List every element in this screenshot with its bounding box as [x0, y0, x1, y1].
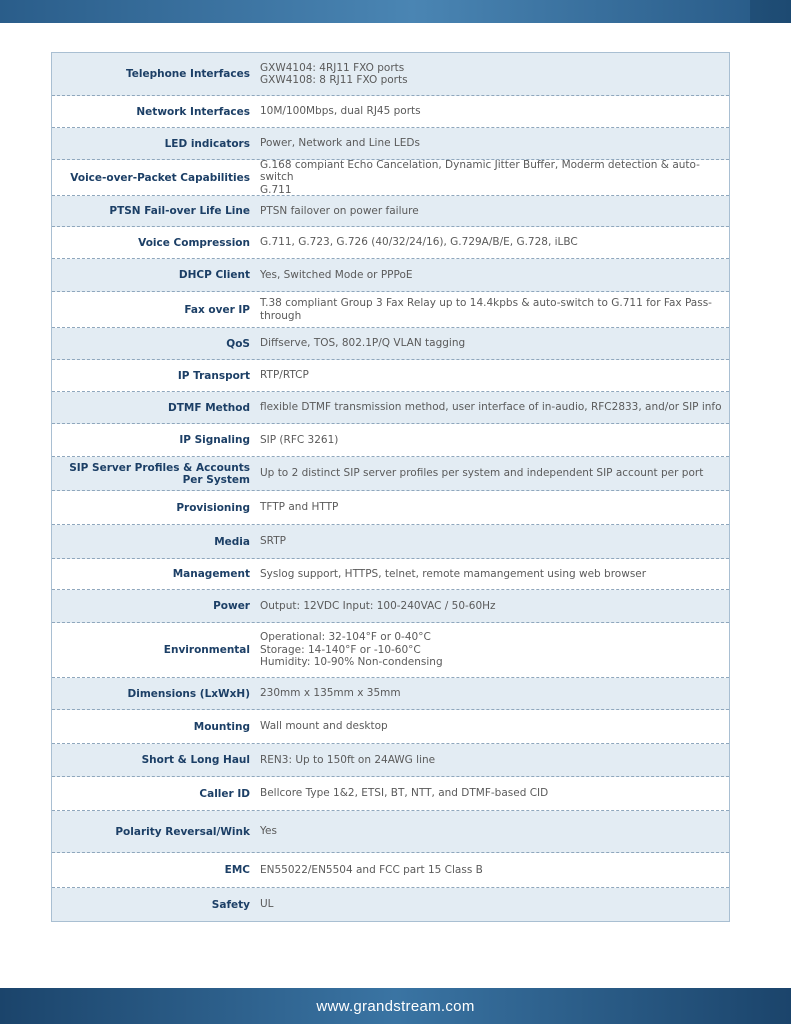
spec-value — [260, 631, 729, 669]
spec-value-line: Bellcore Type 1&2, ETSI, BT, NTT, and DTMF-based CID — [260, 787, 549, 800]
spec-row — [52, 96, 729, 128]
spec-row — [52, 590, 729, 623]
spec-label: EMC — [224, 864, 250, 876]
spec-value — [260, 501, 729, 514]
spec-value — [260, 159, 729, 197]
spec-value-line: 230mm x 135mm x 35mm — [260, 687, 401, 700]
spec-label: Short & Long Haul — [141, 754, 250, 766]
spec-value-line: Operational: 32-104°F or 0-40°C — [260, 631, 431, 644]
spec-label: Caller ID — [199, 787, 250, 800]
spec-label: IP Transport — [177, 369, 250, 382]
spec-value — [260, 467, 729, 480]
spec-row — [52, 491, 729, 525]
spec-value-line: Yes — [260, 825, 277, 838]
spec-label: Management — [172, 568, 250, 580]
spec-row — [52, 888, 729, 921]
spec-value-line: Power, Network and Line LEDs — [260, 137, 420, 150]
spec-label: Media — [214, 535, 250, 548]
spec-label: SIP Server Profiles & Accounts Per System — [69, 461, 250, 486]
spec-value-line: TFTP and HTTP — [260, 501, 339, 514]
spec-row — [52, 392, 729, 424]
spec-value — [260, 337, 729, 350]
spec-label: Telephone Interfaces — [125, 68, 250, 80]
spec-value-line: REN3: Up to 150ft on 24AWG line — [260, 753, 436, 766]
footer-band — [0, 988, 791, 1024]
spec-value-line: SIP (RFC 3261) — [260, 433, 339, 446]
spec-label: Voice-over-Packet Capabilities — [70, 171, 250, 184]
spec-row — [52, 360, 729, 392]
spec-label: IP Signaling — [179, 434, 250, 446]
spec-value-line: G.711 — [260, 183, 292, 196]
spec-value — [260, 898, 729, 911]
spec-row — [52, 710, 729, 744]
spec-value-line: T.38 compliant Group 3 Fax Relay up to 14.4kpbs & auto-switch to G.711 for Fax Pass-through — [260, 297, 712, 322]
spec-value — [260, 754, 729, 767]
spec-row — [52, 424, 729, 457]
spec-value-line: Storage: 14-140°F or -10-60°C — [260, 643, 421, 656]
spec-value — [260, 864, 729, 877]
spec-label: Provisioning — [176, 501, 250, 514]
spec-value — [260, 401, 729, 414]
spec-value-line: Yes, Switched Mode or PPPoE — [260, 268, 413, 281]
spec-row — [52, 128, 729, 160]
spec-value-line: 10M/100Mbps, dual RJ45 ports — [260, 105, 421, 118]
spec-label: QoS — [226, 337, 250, 350]
spec-value — [260, 434, 729, 447]
spec-label: LED indicators — [164, 137, 250, 150]
spec-row — [52, 259, 729, 292]
spec-row — [52, 777, 729, 811]
spec-value-line: Humidity: 10-90% Non-condensing — [260, 656, 443, 669]
spec-value-line: Wall mount and desktop — [260, 720, 388, 733]
spec-row — [52, 227, 729, 259]
spec-row — [52, 328, 729, 360]
spec-label: DTMF Method — [168, 401, 250, 414]
spec-value-line: GXW4104: 4RJ11 FXO ports — [260, 61, 405, 74]
spec-row — [52, 853, 729, 888]
spec-value — [260, 825, 729, 838]
footer-url[interactable]: www.grandstream.com — [316, 997, 475, 1015]
spec-label: Network Interfaces — [136, 105, 250, 118]
spec-value — [260, 205, 729, 218]
spec-label: Voice Compression — [138, 236, 250, 249]
spec-row — [52, 811, 729, 853]
spec-value — [260, 687, 729, 700]
spec-value — [260, 787, 729, 800]
spec-label: Power — [213, 600, 250, 612]
header-tab — [0, 0, 750, 23]
spec-label: Environmental — [163, 644, 250, 656]
spec-value-line: Up to 2 distinct SIP server profiles per system and independent SIP account per port — [260, 467, 704, 480]
spec-row — [52, 457, 729, 491]
spec-label: Safety — [211, 898, 250, 911]
spec-table — [51, 52, 730, 922]
spec-value — [260, 369, 729, 382]
spec-value-line: Output: 12VDC Input: 100-240VAC / 50-60Hz — [260, 599, 496, 612]
spec-row — [52, 559, 729, 590]
spec-value-line: RTP/RTCP — [260, 369, 309, 382]
spec-row — [52, 53, 729, 96]
spec-row — [52, 623, 729, 678]
spec-value-line: EN55022/EN5504 and FCC part 15 Class B — [260, 863, 483, 876]
spec-value-line: Diffserve, TOS, 802.1P/Q VLAN tagging — [260, 337, 466, 350]
spec-value-line: Syslog support, HTTPS, telnet, remote mamangement using web browser — [260, 567, 647, 580]
spec-value — [260, 720, 729, 733]
spec-value-line: GXW4108: 8 RJ11 FXO ports — [260, 74, 408, 86]
spec-value-line: G.711, G.723, G.726 (40/32/24/16), G.729A/B/E, G.728, iLBC — [260, 236, 578, 249]
spec-value-line: PTSN failover on power failure — [260, 204, 419, 217]
spec-row — [52, 525, 729, 559]
spec-label: Dimensions (LxWxH) — [127, 687, 250, 700]
spec-value — [260, 236, 729, 249]
spec-value — [260, 269, 729, 282]
spec-value — [260, 105, 729, 118]
spec-row — [52, 292, 729, 328]
spec-label: Mounting — [193, 720, 250, 733]
spec-value — [260, 62, 729, 87]
spec-label: Fax over IP — [184, 303, 250, 316]
spec-value — [260, 137, 729, 150]
spec-row — [52, 196, 729, 227]
header-band — [0, 0, 791, 23]
spec-label: DHCP Client — [178, 269, 250, 281]
spec-value — [260, 600, 729, 613]
spec-row — [52, 160, 729, 196]
spec-value-line: SRTP — [260, 535, 286, 548]
spec-value-line: flexible DTMF transmission method, user interface of in-audio, RFC2833, and/or SIP info — [260, 401, 722, 414]
spec-value-line: G.168 compiant Echo Cancelation, Dynamic Jitter Buffer, Moderm detection & auto-switch — [260, 158, 700, 184]
spec-value-line: UL — [260, 898, 274, 911]
spec-value — [260, 297, 729, 322]
spec-label: Polarity Reversal/Wink — [115, 825, 250, 838]
spec-value — [260, 568, 729, 581]
spec-value — [260, 535, 729, 548]
spec-label: PTSN Fail-over Life Line — [109, 205, 250, 217]
spec-row — [52, 744, 729, 777]
spec-row — [52, 678, 729, 710]
